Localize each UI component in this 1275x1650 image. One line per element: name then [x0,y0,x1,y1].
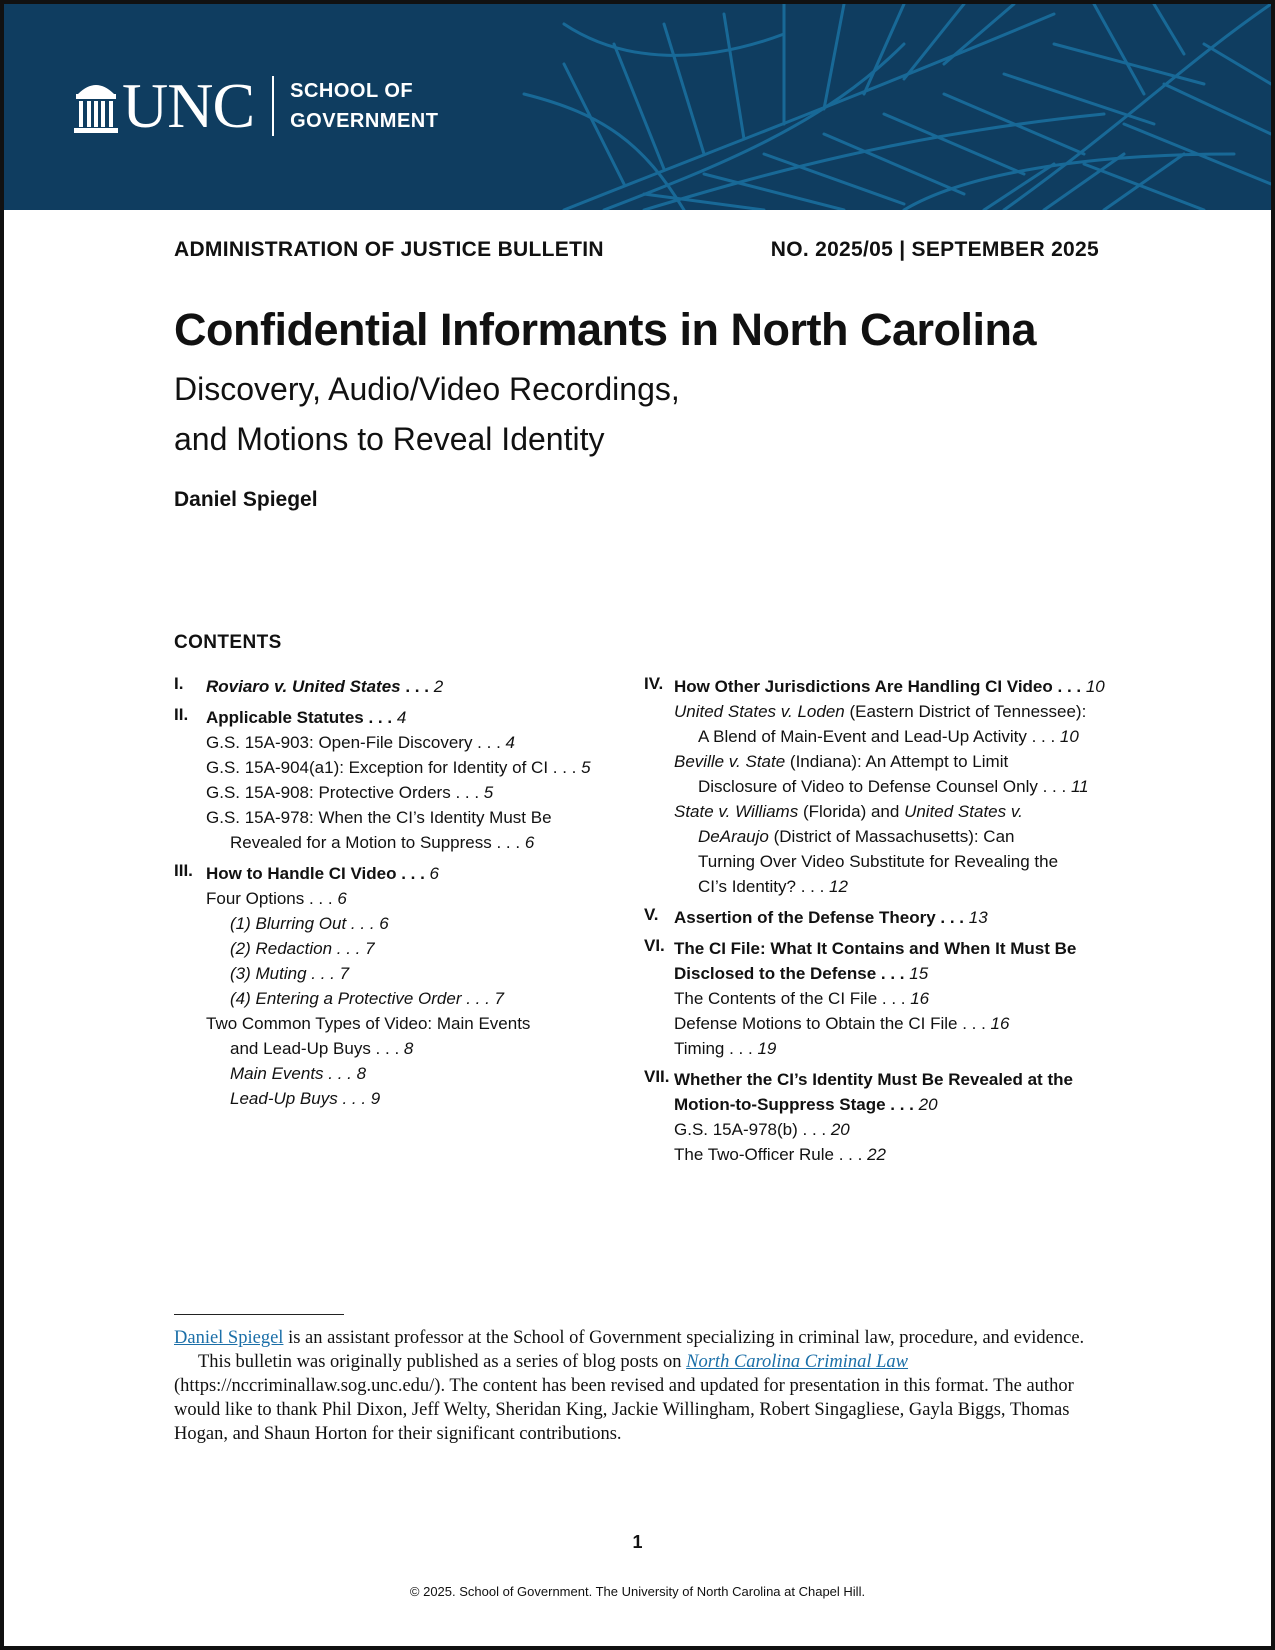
toc-item[interactable]: Timing . . . 19 [674,1039,777,1058]
toc-section-number: VI. [644,936,665,955]
toc-section-number: IV. [644,674,664,693]
toc-section-title: Whether the CI’s Identity Must Be Revealed at the [674,1070,1073,1089]
toc-page: 20 [918,1095,938,1114]
toc-section-5[interactable]: V. Assertion of the Defense Theory . . . 13 [644,905,988,927]
document-subtitle [174,364,680,464]
footnote-paragraph-1: Daniel Spiegel is an assistant professor at the School of Government specializing in criminal law, procedure, and evidence. [174,1328,1085,1348]
author-footnote [174,1326,1109,1446]
toc-section-6[interactable]: VI. The CI File: What It Contains and When It Must Be Disclosed to the Defense . . . 15 The Contents of the CI File . . . 16 Defense Motions to Obtain the CI File . . . 16 Timing . . . 19 [644,936,1124,1061]
logo-school-line1: SCHOOL OF [290,80,414,102]
bulletin-series: ADMINISTRATION OF JUSTICE BULLETIN [174,238,604,261]
toc-page: 4 [396,708,407,727]
toc-section-number: I. [174,674,184,693]
toc-page: 13 [968,908,988,927]
unc-logo[interactable] [74,70,439,141]
toc-item[interactable]: G.S. 15A-978: When the CI’s Identity Must Be Revealed for a Motion to Suppress . . . 6 [206,808,552,852]
toc-item[interactable]: Four Options . . . 6 [206,889,347,908]
toc-section-title-cont: Disclosed to the Defense [674,964,877,983]
footnote-rule [174,1314,344,1315]
toc-section-3[interactable]: III. How to Handle CI Video . . . 6 Four Options . . . 6 (1) Blurring Out . . . 6 (2) Redaction . . . 7 (3) Muting . . . 7 (4) Entering a Protective Order . . . 7 Two Common Types of Video: Main Events and Lead-Up Buys . . . 8 Main Events . . . 8 Lead-Up Buys . . . 9 [174,861,614,1111]
toc-item[interactable]: The Two-Officer Rule . . . 22 [674,1145,886,1164]
toc-subitem[interactable]: (3) Muting . . . 7 [230,964,350,983]
toc-section-1[interactable]: I. Roviaro v. United States . . . 2 [174,674,444,696]
toc-item[interactable]: Beville v. State (Indiana): An Attempt to Limit Disclosure of Video to Defense Counsel Only . . . 11 [674,752,1089,796]
toc-subitem[interactable]: (1) Blurring Out . . . 6 [230,914,389,933]
toc-section-number: III. [174,861,193,880]
toc-page: 2 [433,677,444,696]
toc-section-title: Assertion of the Defense Theory [674,908,936,927]
blog-link[interactable]: North Carolina Criminal Law [686,1352,909,1372]
header-banner [4,4,1271,210]
toc-section-title-cont: Motion-to-Suppress Stage [674,1095,886,1114]
footnote-paragraph-2: This bulletin was originally published as a series of blog posts on North Carolina Criminal Law (https://nccriminallaw.sog.unc.edu/). The content has been revised and updated for presentation in this format. The author would like to thank Phil Dixon, Jeff Welty, Sheridan King, Jackie Willingham, Robert Singagliese, Gayla Biggs, Thomas Hogan, and Shaun Horton for their significant contributions. [174,1352,1074,1444]
toc-section-number: VII. [644,1067,670,1086]
toc-section-number: V. [644,905,659,924]
toc-left-column [174,674,614,1117]
toc-subitem[interactable]: (2) Redaction . . . 7 [230,939,375,958]
toc-section-title: Applicable Statutes [206,708,364,727]
contents-heading: CONTENTS [174,632,282,653]
author-name: Daniel Spiegel [174,488,318,511]
toc-page: 6 [429,864,440,883]
subtitle-line2: and Motions to Reveal Identity [174,421,605,457]
toc-item[interactable]: The Contents of the CI File . . . 16 [674,989,930,1008]
author-link[interactable]: Daniel Spiegel [174,1328,284,1348]
toc-page: 10 [1085,677,1105,696]
toc-section-2[interactable]: II. Applicable Statutes . . . 4 G.S. 15A-903: Open-File Discovery . . . 4 G.S. 15A-904(a1): Exception for Identity of CI . . . 5 G.S. 15A-908: Protective Orders . . . 5 G.S. 15A-978: When the CI’s Identity Must Be Revealed for a Motion to Suppress . . . 6 [174,705,614,855]
toc-subitem[interactable]: (4) Entering a Protective Order . . . 7 [230,989,505,1008]
logo-school-line2: GOVERNMENT [290,110,439,132]
toc-section-number: II. [174,705,189,724]
toc-subitem[interactable]: Main Events . . . 8 [230,1064,367,1083]
copyright-notice: © 2025. School of Government. The University of North Carolina at Chapel Hill. [409,1584,866,1599]
toc-item[interactable]: G.S. 15A-978(b) . . . 20 [674,1120,850,1139]
bulletin-issue: NO. 2025/05 | SEPTEMBER 2025 [770,238,1099,261]
old-well-icon [74,78,118,134]
toc-item[interactable]: Defense Motions to Obtain the CI File . . . 16 [674,1014,1010,1033]
page-number: 1 [632,1532,643,1552]
subtitle-line1: Discovery, Audio/Video Recordings, [174,371,680,407]
toc-section-title: The CI File: What It Contains and When It Must Be [674,939,1077,958]
logo-school-name [290,76,438,136]
toc-subitem[interactable]: Lead-Up Buys . . . 9 [230,1089,381,1108]
toc-section-title: How Other Jurisdictions Are Handling CI Video [674,677,1053,696]
toc-page: 15 [909,964,929,983]
toc-item[interactable]: United States v. Loden (Eastern District of Tennessee): A Blend of Main-Event and Lead-Up Activity . . . 10 [674,702,1087,746]
toc-right-column [644,674,1124,1173]
toc-item[interactable]: G.S. 15A-908: Protective Orders . . . 5 [206,783,494,802]
document-title: Confidential Informants in North Carolina [174,304,1037,355]
toc-section-4[interactable]: IV. How Other Jurisdictions Are Handling CI Video . . . 10 United States v. Loden (Eastern District of Tennessee): A Blend of Main-Event and Lead-Up Activity . . . 10 Beville v. State (Indiana): An Attempt to Limit Disclosure of Video to Defense Counsel Only . . . 11 State v. Williams (Florida) and United States v. DeAraujo (District of Massachusetts): Can Turning Over Video Substitute for Revealing the CI’s Identity? . . . 12 [644,674,1124,899]
toc-item[interactable]: G.S. 15A-904(a1): Exception for Identity of CI . . . 5 [206,758,591,777]
toc-item[interactable]: Two Common Types of Video: Main Events and Lead-Up Buys . . . 8 [206,1014,531,1058]
logo-divider [272,76,274,136]
logo-unc-text: UNC [122,70,255,141]
toc-item[interactable]: G.S. 15A-903: Open-File Discovery . . . 4 [206,733,515,752]
toc-section-7[interactable]: VII. Whether the CI’s Identity Must Be Revealed at the Motion-to-Suppress Stage . . . 20 G.S. 15A-978(b) . . . 20 The Two-Officer Rule . . . 22 [644,1067,1124,1167]
toc-item[interactable]: State v. Williams (Florida) and United States v. DeAraujo (District of Massachusetts): Can Turning Over Video Substitute for Revealing the CI’s Identity? . . . 12 [674,802,1059,896]
toc-section-title: Roviaro v. United States [206,677,401,696]
toc-section-title: How to Handle CI Video [206,864,397,883]
